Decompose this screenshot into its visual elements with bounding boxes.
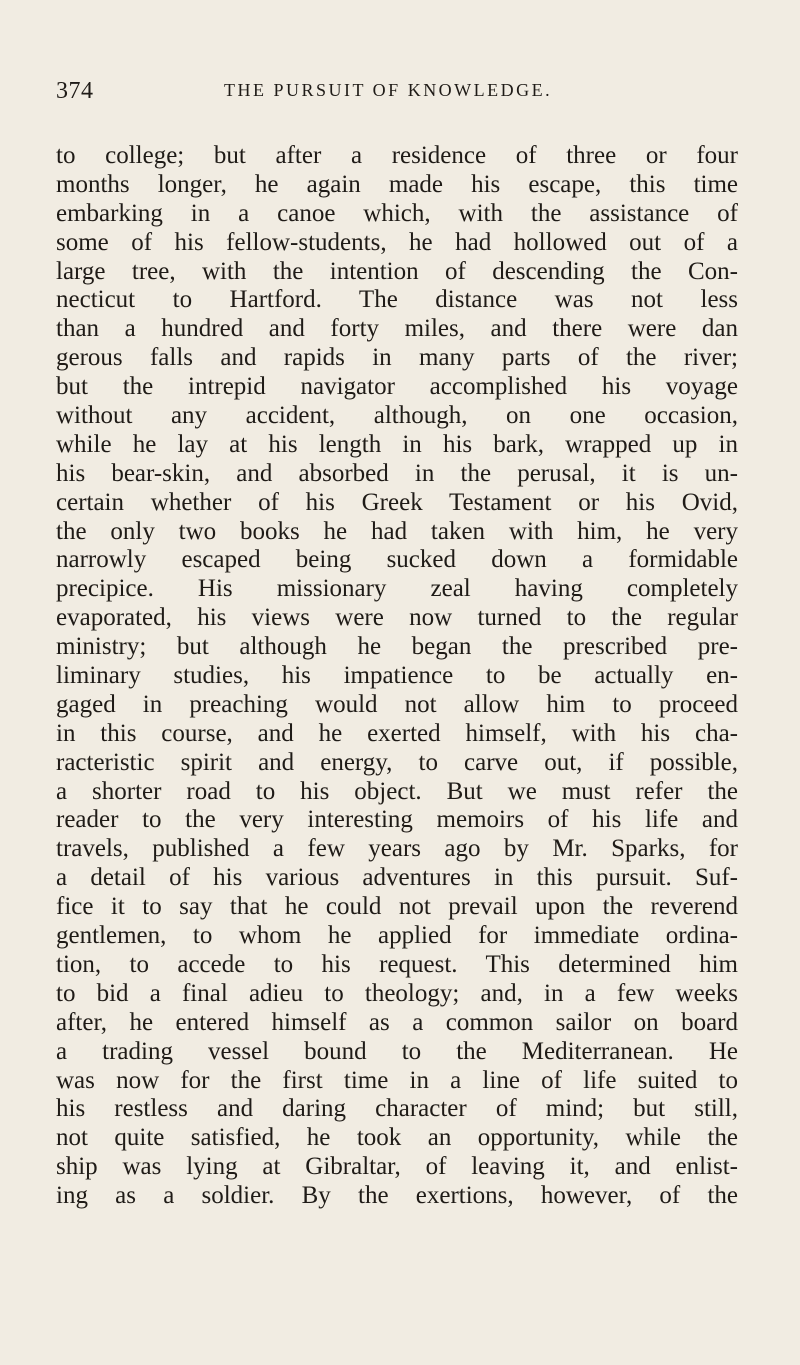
text-line: gentlemen, to whom he applied for immediate ordina- [56, 922, 738, 950]
text-line: his bear-skin, and absorbed in the perusal, it is un- [56, 459, 738, 487]
text-line: evaporated, his views were now turned to the regular [56, 604, 738, 632]
text-line: necticut to Hartford. The distance was not less [56, 286, 738, 314]
text-line: embarking in a canoe which, with the assistance of [56, 199, 738, 227]
text-line: some of his fellow-students, he had hollowed out of a [56, 228, 738, 256]
text-line: a trading vessel bound to the Mediterranean. He [56, 1037, 738, 1065]
text-line: a shorter road to his object. But we must refer the [56, 777, 738, 805]
text-line: months longer, he again made his escape, this time [56, 170, 738, 198]
text-line: not quite satisfied, he took an opportunity, while the [56, 1124, 738, 1152]
text-line: than a hundred and forty miles, and there were dan [56, 315, 738, 343]
text-line: but the intrepid navigator accomplished his voyage [56, 373, 738, 401]
text-line: fice it to say that he could not prevail upon the reverend [56, 893, 738, 921]
text-line: to college; but after a residence of three or four [56, 142, 738, 169]
text-line: a detail of his various adventures in this pursuit. Suf- [56, 864, 738, 892]
text-line: after, he entered himself as a common sailor on board [56, 1008, 738, 1036]
running-head: THE PURSUIT OF KNOWLEDGE. [224, 80, 553, 100]
text-line: tion, to accede to his request. This determined him [56, 950, 738, 978]
text-line: reader to the very interesting memoirs of his life and [56, 806, 738, 834]
text-line: gaged in preaching would not allow him to proceed [56, 690, 738, 718]
text-line: his restless and daring character of mind; but still, [56, 1095, 738, 1123]
text-line: without any accident, although, on one occasion, [56, 402, 738, 430]
text-line: ing as a soldier. By the exertions, however, of the [56, 1182, 738, 1210]
text-line: large tree, with the intention of descending the Con- [56, 257, 738, 285]
text-line: in this course, and he exerted himself, with his cha- [56, 719, 738, 747]
text-line: racteristic spirit and energy, to carve out, if possible, [56, 748, 738, 776]
page-number: 374 [56, 78, 94, 104]
body-text [56, 142, 738, 1211]
text-line: the only two books he had taken with him, he very [56, 517, 738, 545]
text-line: ministry; but although he began the prescribed pre- [56, 633, 738, 661]
text-line: travels, published a few years ago by Mr. Sparks, for [56, 835, 738, 863]
text-line: precipice. His missionary zeal having completely [56, 575, 738, 603]
text-line: ship was lying at Gibraltar, of leaving it, and enlist- [56, 1153, 738, 1181]
text-line: narrowly escaped being sucked down a formidable [56, 546, 738, 574]
text-line: to bid a final adieu to theology; and, in a few weeks [56, 979, 738, 1007]
text-line: certain whether of his Greek Testament or his Ovid, [56, 488, 738, 516]
text-line: gerous falls and rapids in many parts of the river; [56, 344, 738, 372]
text-line: while he lay at his length in his bark, wrapped up in [56, 430, 738, 458]
text-line: liminary studies, his impatience to be actually en- [56, 662, 738, 690]
text-line: was now for the first time in a line of life suited to [56, 1066, 738, 1094]
page-header [56, 78, 744, 118]
